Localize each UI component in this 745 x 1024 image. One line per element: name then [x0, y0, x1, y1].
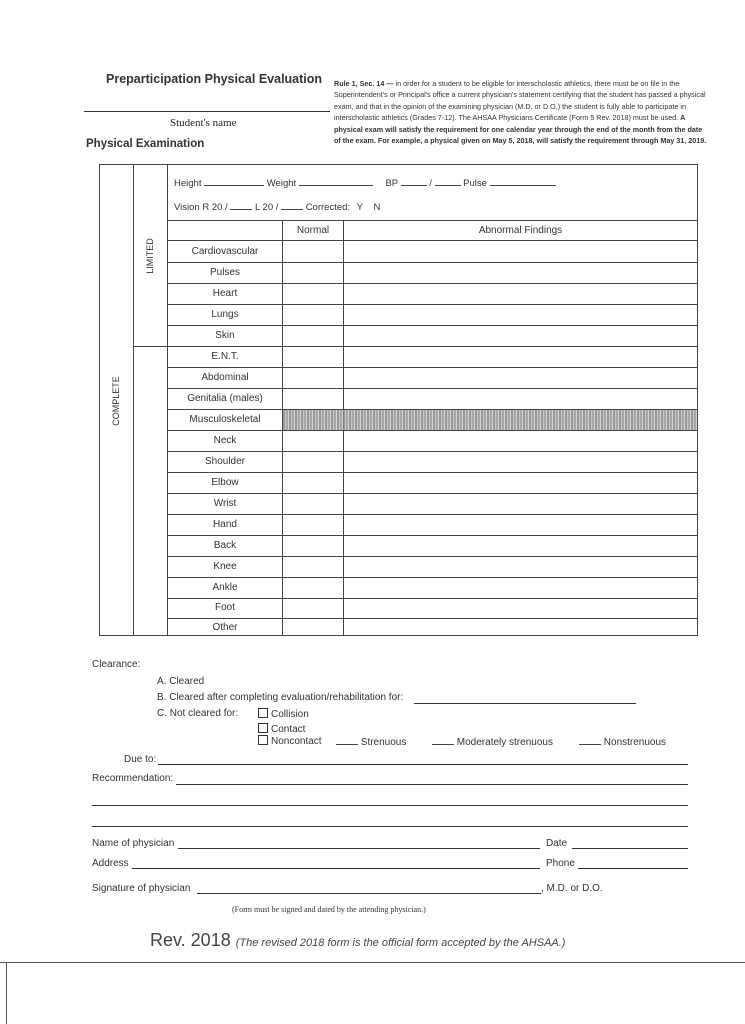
moderate-option[interactable] [432, 735, 553, 748]
row-label: Shoulder [204, 456, 246, 467]
checkbox-icon [258, 723, 268, 733]
row-label: Other [212, 622, 238, 633]
recommendation-line-3[interactable] [92, 826, 688, 827]
row-label: Back [213, 540, 237, 551]
clearance-label: Clearance: [92, 659, 141, 670]
weight-field[interactable] [299, 176, 373, 186]
row-label: Pulses [209, 267, 240, 278]
clearance-b-line[interactable] [414, 703, 636, 704]
vision-right-field[interactable] [230, 200, 252, 210]
recommendation-line-2[interactable] [92, 805, 688, 806]
moderate-label: Moderately strenuous [456, 737, 553, 748]
moderate-field[interactable] [432, 735, 454, 745]
strenuous-field[interactable] [336, 735, 358, 745]
corrected-label: Corrected: [305, 202, 351, 213]
signature-note: (Form must be signed and dated by the attending physician.) [232, 905, 426, 914]
noncontact-option[interactable] [258, 735, 322, 747]
row-label: Ankle [212, 582, 238, 593]
clearance-b[interactable]: B. Cleared after completing evaluation/rehabilitation for: [157, 692, 404, 703]
address-line[interactable] [132, 868, 540, 869]
physician-name-label: Name of physician [92, 838, 175, 849]
row-label: Foot [214, 602, 235, 613]
row-label: Genitalia (males) [187, 393, 263, 404]
nonstrenuous-field[interactable] [579, 735, 601, 745]
scan-artifact [283, 410, 697, 430]
clearance-c[interactable]: C. Not cleared for: [157, 708, 239, 719]
rule-text [334, 78, 709, 146]
signature-line[interactable] [197, 893, 541, 894]
page-edge-line-vertical [6, 962, 7, 1024]
row-label: Skin [215, 330, 235, 341]
clearance-a[interactable]: A. Cleared [157, 676, 205, 687]
rule-bold: A physical exam will satisfy the requirement for one calendar year through the end of the month from the date of the exam. For example, a physical given on May 5, 2018, will satisfy the requirement through May 31, 2019. [334, 113, 707, 146]
phone-line[interactable] [578, 868, 688, 869]
group-limited: LIMITED [145, 238, 155, 274]
row-label: Neck [213, 435, 237, 446]
address-label: Address [92, 858, 129, 869]
due-to-label: Due to: [124, 754, 157, 765]
section-title: Physical Examination [86, 138, 205, 150]
phone-label: Phone [546, 858, 575, 869]
vitals-line-2 [174, 200, 380, 213]
row-label: Abdominal [201, 372, 249, 383]
collision-label: Collision [271, 709, 309, 720]
revision-line [150, 930, 565, 951]
height-field[interactable] [204, 176, 264, 186]
col-abnormal-header: Abnormal Findings [478, 225, 563, 236]
revision-note: (The revised 2018 form is the official form accepted by the AHSAA.) [235, 937, 566, 949]
group-complete: COMPLETE [111, 376, 121, 426]
weight-label: Weight [266, 178, 297, 189]
nonstrenuous-label: Nonstrenuous [603, 737, 667, 748]
contact-option[interactable] [258, 723, 305, 735]
nonstrenuous-option[interactable] [579, 735, 666, 748]
height-label: Height [174, 178, 202, 189]
row-label: Wrist [213, 498, 237, 509]
student-name-line[interactable] [84, 111, 330, 112]
strenuous-option[interactable] [336, 735, 406, 748]
student-name-label: Student's name [170, 117, 237, 129]
date-line[interactable] [572, 848, 688, 849]
bp-label: BP [385, 178, 398, 189]
strenuous-label: Strenuous [360, 737, 407, 748]
due-to-line[interactable] [158, 764, 688, 765]
contact-label: Contact [271, 724, 306, 735]
checkbox-icon [258, 708, 268, 718]
checkbox-icon [258, 735, 268, 745]
physician-name-line[interactable] [178, 848, 540, 849]
row-label: Cardiovascular [191, 246, 259, 257]
recommendation-line[interactable] [176, 784, 688, 785]
vision-right-label: Vision R 20 / [174, 202, 228, 213]
page-edge-line [0, 962, 745, 963]
row-label: E.N.T. [211, 351, 239, 362]
vision-left-field[interactable] [281, 200, 303, 210]
rule-body: in order for a student to be eligible for interscholastic athletics, there must be on file in the Superintendent's or Principal's office a current physician's statement certifying that the student has passed a physical exam, and that in the opinion of the examining physician (M.D. or D.O.) the student is fully able to participate in interscholastic athletics (Grades 7-12). The AHSAA Physicians Certificate (Form 5 Rev. 2018) must be used. [334, 79, 706, 123]
date-label: Date [546, 838, 568, 849]
row-label: Hand [213, 519, 237, 530]
vitals-line-1 [174, 176, 556, 189]
col-normal-header: Normal [296, 225, 330, 236]
exam-table [99, 164, 698, 636]
revision-label: Rev. 2018 [150, 930, 231, 950]
corrected-yes[interactable]: Y [356, 202, 363, 213]
vision-left-label: L 20 / [254, 202, 279, 213]
pulse-label: Pulse [463, 178, 487, 189]
row-label: Elbow [211, 477, 239, 488]
form-title: Preparticipation Physical Evaluation [106, 72, 323, 86]
signature-label: Signature of physician [92, 883, 191, 894]
recommendation-label: Recommendation: [92, 773, 174, 784]
row-label: Heart [212, 288, 238, 299]
rule-lead: Rule 1, Sec. 14 — [334, 79, 394, 88]
corrected-no[interactable]: N [373, 202, 381, 213]
md-do-label: , M.D. or D.O. [541, 883, 603, 894]
row-label: Musculoskeletal [189, 414, 261, 425]
bp-slash: / [429, 178, 432, 189]
collision-option[interactable] [258, 708, 309, 720]
row-label: Lungs [211, 309, 239, 320]
pulse-field[interactable] [490, 176, 556, 186]
bp-systolic-field[interactable] [401, 176, 427, 186]
noncontact-label: Noncontact [271, 736, 322, 747]
bp-diastolic-field[interactable] [435, 176, 461, 186]
row-label: Knee [213, 561, 237, 572]
